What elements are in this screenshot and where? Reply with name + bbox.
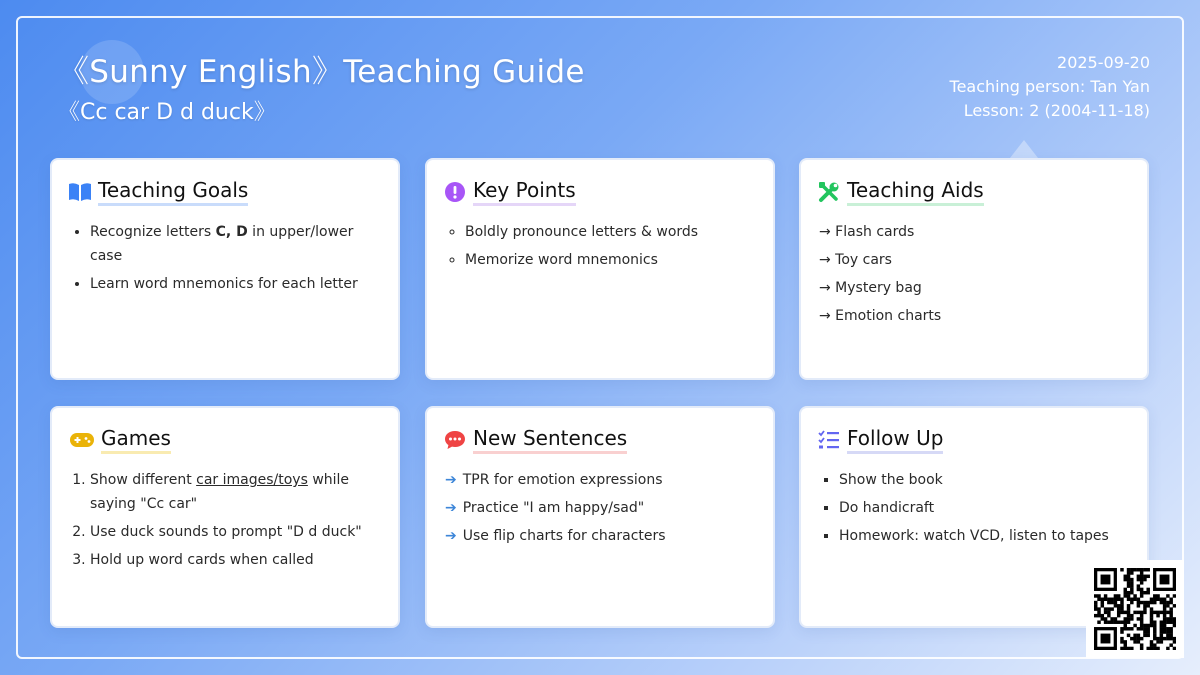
lesson-text: Lesson: 2 (2004-11-18) — [963, 101, 1150, 120]
card-title: Key Points — [473, 178, 576, 206]
list-item: → Mystery bag — [819, 280, 922, 296]
list-item: 3. Hold up word cards when called — [90, 548, 382, 572]
card-title: Follow Up — [847, 426, 943, 454]
card-new-sentences — [425, 406, 775, 628]
date-text: 2025-09-20 — [1057, 53, 1150, 72]
card-title: Teaching Aids — [847, 178, 984, 206]
list-item: 1. Show different car images/toys while saying "Cc car" — [90, 468, 382, 516]
qr-code-image — [1094, 568, 1176, 650]
list-item: ▪ Show the book — [839, 468, 1131, 492]
tools-icon — [817, 180, 841, 204]
card-games — [50, 406, 400, 628]
card-title: Games — [101, 426, 171, 454]
list-item: • Recognize letters C, D in upper/lower case — [90, 220, 382, 268]
list-item: → Emotion charts — [819, 308, 942, 324]
decorative-triangle — [1010, 140, 1038, 158]
qr-code[interactable] — [1086, 560, 1184, 658]
gamepad-icon — [68, 428, 95, 452]
exclamation-icon — [443, 180, 467, 204]
book-icon — [68, 180, 92, 204]
list-item: ◦ Boldly pronounce letters & words — [465, 220, 757, 244]
card-title: New Sentences — [473, 426, 627, 454]
arrow-icon: ➔ — [445, 500, 457, 516]
card-teaching-aids — [799, 158, 1149, 380]
list-item: ◦ Memorize word mnemonics — [465, 248, 757, 272]
list-item: → Flash cards — [819, 224, 915, 240]
page-subtitle: 《Cc car D d duck》 — [58, 100, 276, 125]
list-item: 2. Use duck sounds to prompt "D d duck" — [90, 520, 382, 544]
list-item: ▪ Homework: watch VCD, listen to tapes — [839, 524, 1131, 548]
header-meta — [950, 51, 1150, 123]
card-key-points — [425, 158, 775, 380]
arrow-icon: ➔ — [445, 528, 457, 544]
card-title: Teaching Goals — [98, 178, 248, 206]
list-item: ➔ Use flip charts for characters — [445, 528, 666, 544]
list-item: ▪ Do handicraft — [839, 496, 1131, 520]
list-item: ➔ TPR for emotion expressions — [445, 472, 663, 488]
underlined-text: car images/toys — [196, 472, 308, 488]
teacher-text: Teaching person: Tan Yan — [949, 77, 1150, 96]
list-item: • Learn word mnemonics for each letter — [90, 272, 382, 296]
list-item: ➔ Practice "I am happy/sad" — [445, 500, 645, 516]
card-teaching-goals — [50, 158, 400, 380]
arrow-icon: ➔ — [445, 472, 457, 488]
list-item: → Toy cars — [819, 252, 892, 268]
page-title: 《Sunny English》Teaching Guide — [58, 54, 585, 90]
speech-bubble-icon — [443, 428, 467, 452]
checklist-icon — [817, 428, 841, 452]
